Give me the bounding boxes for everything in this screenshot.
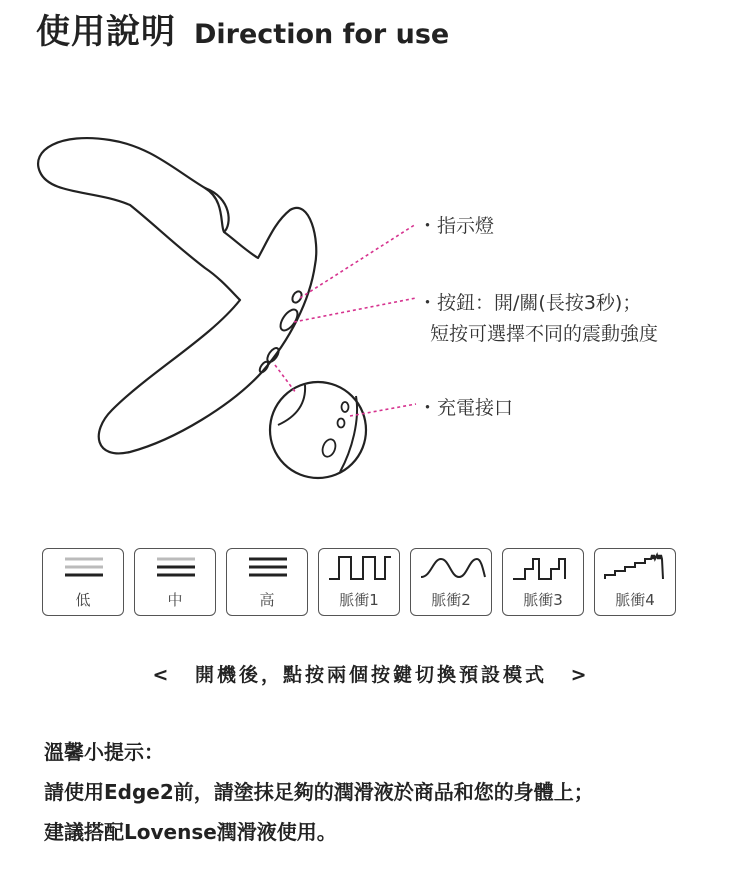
mode-high <box>226 548 308 616</box>
mode-label: 脈衝2 <box>431 591 471 609</box>
zoom-circle <box>270 382 366 478</box>
mode-switch-hint <box>0 660 742 687</box>
tips-line-2: 建議搭配Lovense潤滑液使用。 <box>44 820 337 844</box>
button-leader <box>294 298 416 322</box>
title-english: Direction for use <box>194 19 450 50</box>
mode-pulse-2 <box>410 548 492 616</box>
indicator-callout: ・指示燈 <box>418 215 495 237</box>
mode-label: 中 <box>167 591 183 609</box>
medium-level-icon <box>135 549 217 589</box>
mode-medium <box>134 548 216 616</box>
device-neck <box>205 188 229 232</box>
charging-callout: ・充電接口 <box>418 397 514 419</box>
mode-label: 脈衝3 <box>523 591 563 609</box>
mode-label: 脈衝1 <box>339 591 379 609</box>
device-outline <box>38 138 316 453</box>
mode-pulse-1 <box>318 548 400 616</box>
indicator-leader <box>300 224 416 298</box>
vibration-modes <box>42 548 676 616</box>
mode-label: 高 <box>259 591 275 609</box>
mode-pulse-4 <box>594 548 676 616</box>
pulse-3-icon <box>503 549 585 589</box>
tips-title: 溫馨小提示： <box>44 740 164 764</box>
button-callout-detail: 短按可選擇不同的震動強度 <box>430 323 659 345</box>
mode-low <box>42 548 124 616</box>
mode-label: 脈衝4 <box>615 591 655 609</box>
pulse-2-icon <box>411 549 493 589</box>
pulse-4-icon <box>595 549 677 589</box>
pulse-1-icon <box>319 549 401 589</box>
high-level-icon <box>227 549 309 589</box>
left-arrow-icon: < <box>152 664 172 686</box>
mode-pulse-3 <box>502 548 584 616</box>
tips-line-1: 請使用Edge2前，請塗抹足夠的潤滑液於商品和您的身體上； <box>44 780 594 804</box>
button-callout: ・按鈕：開/關(長按3秒)； <box>418 292 642 314</box>
mode-switch-text: 開機後，點按兩個按鍵切換預設模式 <box>194 664 547 686</box>
mode-label: 低 <box>75 591 91 609</box>
title-chinese: 使用說明 <box>36 12 176 52</box>
right-arrow-icon: > <box>570 664 590 686</box>
low-level-icon <box>43 549 125 589</box>
mode-button-2 <box>258 360 270 373</box>
